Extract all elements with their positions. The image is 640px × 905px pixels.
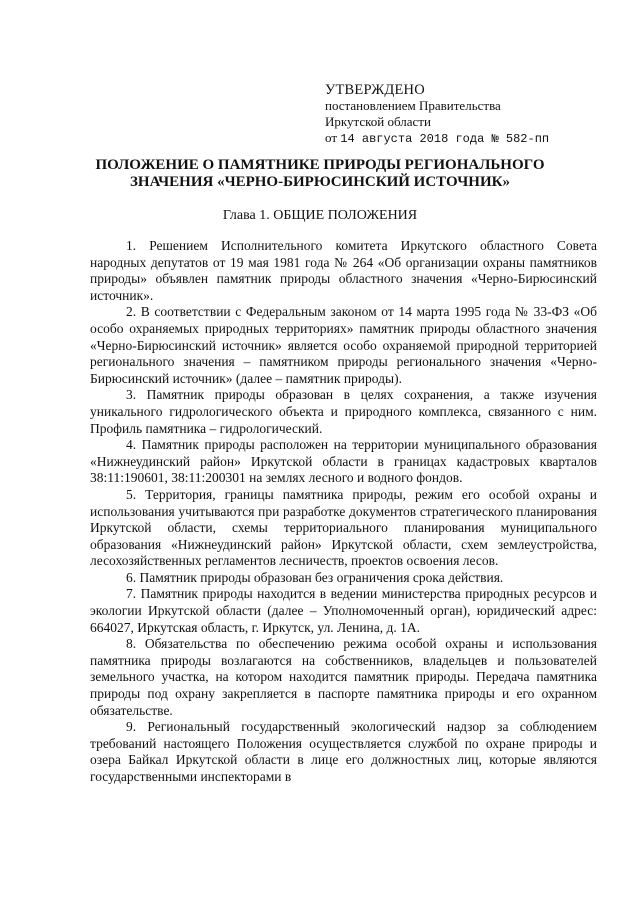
paragraph-6: 6. Памятник природы образован без ограничения срока действия.	[126, 569, 504, 585]
document-title-line-2: ЗНАЧЕНИЯ «ЧЕРНО-БИРЮСИНСКИЙ ИСТОЧНИК»	[130, 174, 510, 190]
approval-date-prefix: от	[325, 130, 338, 145]
approval-line-1: постановлением Правительства	[325, 98, 501, 113]
paragraph-8: 8. Обязательства по обеспечению режима особой охраны и использования памятника природы возлагаются на собственников, владельцев и пользователей земельного участка, на котором находится памятник природы. Передача памятника природы под охрану закрепляется в паспорте памятника природы и его охранном обязательстве.	[90, 636, 597, 718]
paragraph-7: 7. Памятник природы находится в ведении министерства природных ресурсов и экологии Иркутской области (далее – Уполномоченный орган), юридический адрес: 664027, Иркутская область, г. Иркутск, ул. Ленина, д. 1А.	[90, 586, 597, 635]
document-title-line-1: ПОЛОЖЕНИЕ О ПАМЯТНИКЕ ПРИРОДЫ РЕГИОНАЛЬНОГО	[95, 157, 545, 173]
approval-heading: УТВЕРЖДЕНО	[325, 82, 425, 98]
chapter-heading: Глава 1. ОБЩИЕ ПОЛОЖЕНИЯ	[222, 208, 418, 223]
paragraph-4: 4. Памятник природы расположен на территории муниципального образования «Нижнеудинский район» Иркутской области в границах кадастровых кварталов 38:11:190601, 38:11:200301 на землях лесного и водного фондов.	[90, 437, 597, 486]
approval-line-2: Иркутской области	[325, 114, 431, 129]
paragraph-1: 1. Решением Исполнительного комитета Иркутского областного Совета народных депутатов от 19 мая 1981 года № 264 «Об организации охраны памятников природы» объявлен памятник природы областного значения «Черно-Бирюсинский источник».	[90, 238, 597, 303]
approval-date-line	[325, 130, 549, 147]
document-title	[60, 157, 580, 191]
approval-date-value: 14 августа 2018 года № 582-пп	[340, 132, 550, 146]
document-body	[90, 238, 597, 786]
approval-block	[325, 82, 549, 147]
paragraph-5: 5. Территория, границы памятника природы, режим его особой охраны и использования учитываются при разработке документов стратегического планирования Иркутской области, схемы территориального планирования муниципального образования «Нижнеудинский район» Иркутской области, схем землеустройства, лесохозяйственных регламентов лесничеств, проектов освоения лесов.	[90, 486, 597, 569]
paragraph-2: 2. В соответствии с Федеральным законом от 14 марта 1995 года № 33-ФЗ «Об особо охраняемых природных территориях» памятник природы областного значения «Черно-Бирюсинский источник» является особо охраняемой природной территорией регионального значения – памятником природы регионального значения «Черно-Бирюсинский источник» (далее – памятник природы).	[90, 304, 597, 386]
paragraph-9: 9. Региональный государственный экологический надзор за соблюдением требований настоящего Положения осуществляется службой по охране природы и озера Байкал Иркутской области в лице его должностных лиц, которые являются государственными инспекторами в	[90, 719, 597, 784]
paragraph-3: 3. Памятник природы образован в целях сохранения, а также изучения уникального гидрологического объекта и природного комплекса, связанного с ним. Профиль памятника – гидрологический.	[90, 387, 597, 436]
